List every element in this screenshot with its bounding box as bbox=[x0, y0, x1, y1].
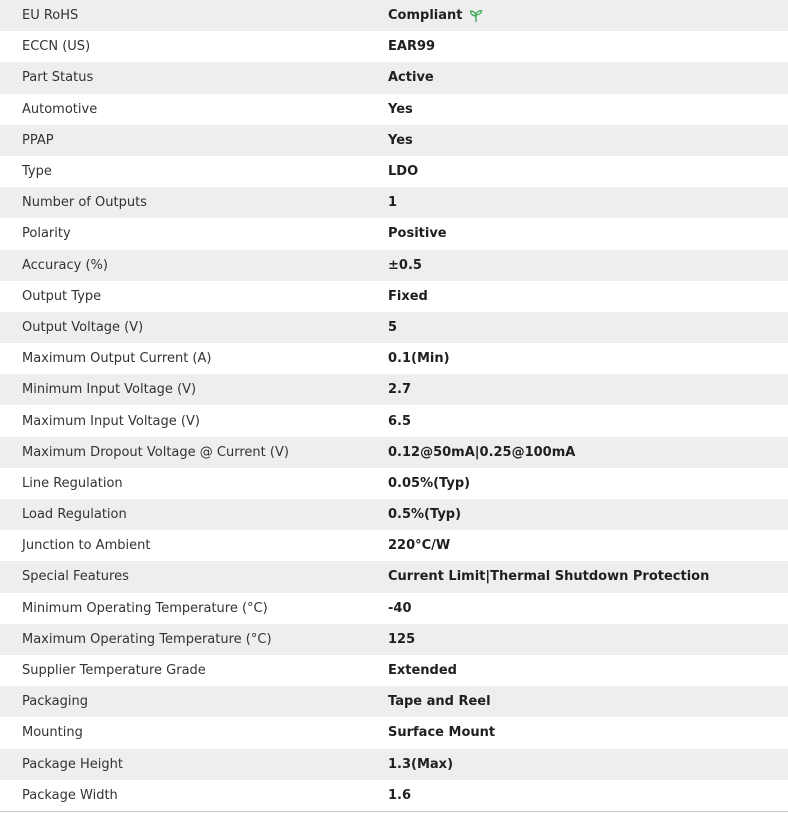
spec-label: Output Voltage (V) bbox=[22, 319, 144, 335]
spec-row-max-operating-temp bbox=[0, 624, 788, 655]
spec-label: Automotive bbox=[22, 101, 98, 117]
spec-label: Load Regulation bbox=[22, 507, 127, 523]
spec-label: Supplier Temperature Grade bbox=[22, 663, 206, 679]
spec-label: Junction to Ambient bbox=[22, 538, 151, 554]
spec-row-package-height bbox=[0, 749, 788, 780]
spec-value: Compliant bbox=[388, 8, 463, 24]
spec-value: 2.7 bbox=[388, 382, 412, 398]
spec-label: Accuracy (%) bbox=[22, 257, 108, 273]
spec-value: Extended bbox=[388, 663, 457, 679]
spec-row-accuracy bbox=[0, 250, 788, 281]
spec-label: Maximum Output Current (A) bbox=[22, 351, 212, 367]
spec-value-wrapper bbox=[388, 8, 788, 23]
spec-label: Maximum Dropout Voltage @ Current (V) bbox=[22, 444, 289, 460]
spec-value: -40 bbox=[388, 600, 412, 616]
spec-row-part-status bbox=[0, 62, 788, 93]
spec-value: Fixed bbox=[388, 288, 428, 304]
spec-row-mounting bbox=[0, 717, 788, 748]
spec-row-automotive bbox=[0, 94, 788, 125]
spec-label: Minimum Operating Temperature (°C) bbox=[22, 600, 268, 616]
spec-row-packaging bbox=[0, 686, 788, 717]
spec-row-max-input-voltage bbox=[0, 405, 788, 436]
spec-value: 220°C/W bbox=[388, 538, 451, 554]
spec-label: Package Height bbox=[22, 756, 123, 772]
spec-label: Output Type bbox=[22, 288, 102, 304]
spec-label: Number of Outputs bbox=[22, 195, 147, 211]
spec-value: 0.1(Min) bbox=[388, 351, 450, 367]
leaf-icon bbox=[468, 9, 484, 23]
spec-value: Tape and Reel bbox=[388, 694, 491, 710]
spec-row-supplier-temp-grade bbox=[0, 655, 788, 686]
spec-row-eccn bbox=[0, 31, 788, 62]
spec-value: LDO bbox=[388, 164, 419, 180]
spec-row-eu-rohs bbox=[0, 0, 788, 31]
spec-value: 1 bbox=[388, 195, 398, 211]
spec-row-max-output-current bbox=[0, 343, 788, 374]
spec-row-line-regulation bbox=[0, 468, 788, 499]
spec-row-type bbox=[0, 156, 788, 187]
spec-label: Minimum Input Voltage (V) bbox=[22, 382, 197, 398]
spec-label: ECCN (US) bbox=[22, 39, 91, 55]
spec-row-junction-to-ambient bbox=[0, 530, 788, 561]
spec-label: Part Status bbox=[22, 70, 94, 86]
spec-value: EAR99 bbox=[388, 39, 436, 55]
spec-label: Line Regulation bbox=[22, 475, 123, 491]
spec-row-polarity bbox=[0, 218, 788, 249]
spec-label: Special Features bbox=[22, 569, 129, 585]
spec-value: 125 bbox=[388, 631, 416, 647]
spec-value: 0.5%(Typ) bbox=[388, 507, 462, 523]
spec-value: 0.05%(Typ) bbox=[388, 475, 471, 491]
spec-label: Mounting bbox=[22, 725, 83, 741]
spec-row-output-voltage bbox=[0, 312, 788, 343]
spec-value: 5 bbox=[388, 319, 398, 335]
spec-value: 0.12@50mA|0.25@100mA bbox=[388, 444, 576, 460]
spec-label: Maximum Operating Temperature (°C) bbox=[22, 631, 272, 647]
spec-row-min-operating-temp bbox=[0, 593, 788, 624]
spec-row-ppap bbox=[0, 125, 788, 156]
spec-row-min-input-voltage bbox=[0, 374, 788, 405]
spec-label: Maximum Input Voltage (V) bbox=[22, 413, 200, 429]
spec-label: EU RoHS bbox=[22, 8, 79, 24]
spec-row-max-dropout-voltage bbox=[0, 437, 788, 468]
spec-row-load-regulation bbox=[0, 499, 788, 530]
spec-label: Type bbox=[22, 164, 52, 180]
spec-label: Polarity bbox=[22, 226, 71, 242]
spec-value: 6.5 bbox=[388, 413, 412, 429]
spec-value: Current Limit|Thermal Shutdown Protection bbox=[388, 569, 710, 585]
spec-value: 1.3(Max) bbox=[388, 756, 454, 772]
spec-row-package-width bbox=[0, 780, 788, 811]
spec-value: 1.6 bbox=[388, 787, 412, 803]
spec-value: Yes bbox=[388, 132, 413, 148]
spec-row-number-of-outputs bbox=[0, 187, 788, 218]
spec-label: Package Width bbox=[22, 787, 118, 803]
spec-value: Active bbox=[388, 70, 434, 86]
spec-value: ±0.5 bbox=[388, 257, 422, 273]
spec-value: Yes bbox=[388, 101, 413, 117]
spec-row-output-type bbox=[0, 281, 788, 312]
spec-label: Packaging bbox=[22, 694, 88, 710]
spec-label: PPAP bbox=[22, 132, 54, 148]
spec-value: Surface Mount bbox=[388, 725, 496, 741]
spec-row-special-features bbox=[0, 561, 788, 592]
spec-value: Positive bbox=[388, 226, 447, 242]
